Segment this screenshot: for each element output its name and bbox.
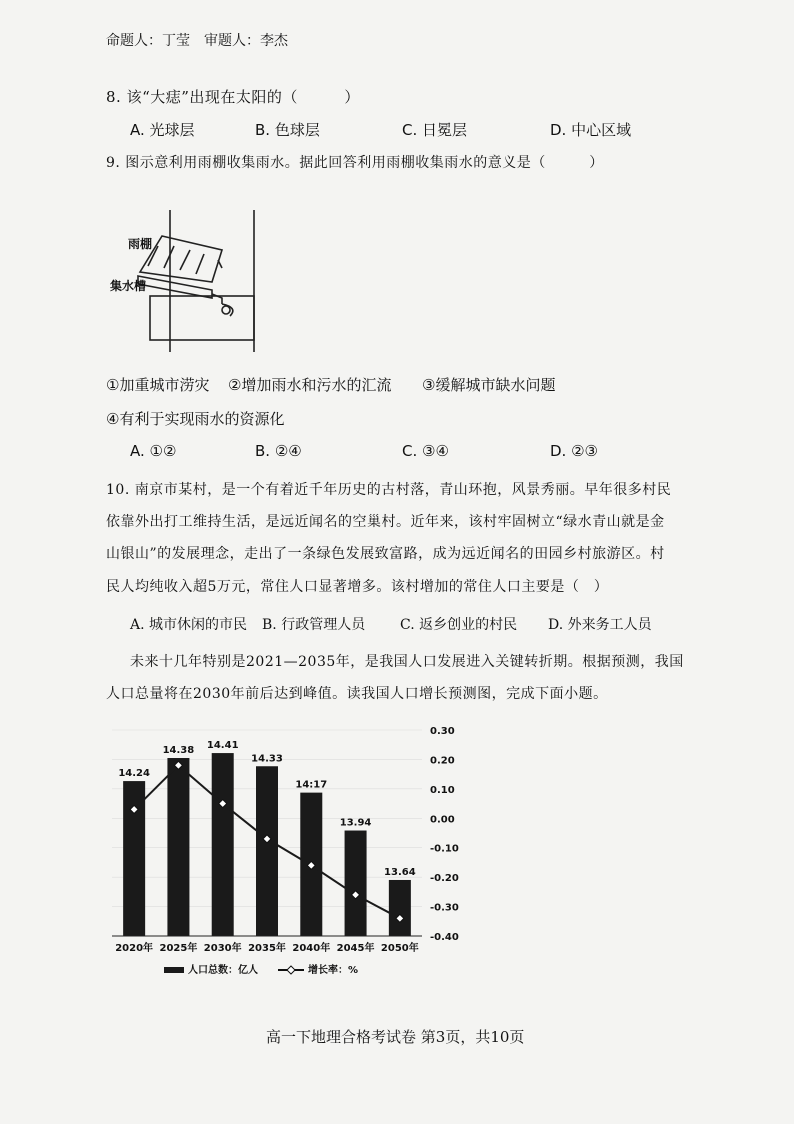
intro-line-2: 人口总量将在2030年前后达到峰值。读我国人口增长预测图，完成下面小题。 bbox=[106, 686, 608, 702]
canopy-label: 雨棚 bbox=[128, 237, 153, 251]
x-tick-label: 2050年 bbox=[380, 943, 419, 954]
page-footer: 高一下地理合格考试卷 第3页，共10页 bbox=[266, 1028, 525, 1046]
y2-tick-label: 0.30 bbox=[430, 726, 455, 737]
q10-line-4: 民人均纯收入超5万元，常住人口显著增多。该村增加的常住人口主要是（ ） bbox=[106, 579, 609, 595]
bar-value-label: 13.64 bbox=[384, 866, 416, 878]
population-bar bbox=[212, 753, 234, 936]
q10-option-c: C. 返乡创业的村民 bbox=[400, 617, 518, 633]
y2-tick-label: -0.20 bbox=[430, 873, 459, 885]
legend-bar-label: 人口总数：亿人 bbox=[188, 965, 258, 976]
q9-option-c: C. ③④ bbox=[402, 442, 449, 460]
bar-value-label: 14.38 bbox=[162, 745, 195, 757]
legend-line-marker bbox=[287, 966, 295, 974]
y2-tick-label: 0.20 bbox=[430, 755, 455, 767]
population-bar bbox=[123, 781, 145, 936]
bar-value-label: 14.33 bbox=[251, 753, 283, 765]
population-bar bbox=[167, 758, 189, 936]
q9-statement-3: ③缓解城市缺水问题 bbox=[422, 376, 556, 394]
q8-option-b: B. 色球层 bbox=[255, 121, 320, 139]
q9-statement-2: ②增加雨水和污水的汇流 bbox=[228, 376, 392, 394]
q10-line-3: 山银山”的发展理念，走出了一条绿色发展致富路，成为远近闻名的田园乡村旅游区。村 bbox=[106, 546, 665, 562]
q10-line-2: 依靠外出打工维持生活，是远近闻名的空巢村。近年来，该村牢固树立“绿水青山就是金 bbox=[106, 514, 665, 530]
population-forecast-chart bbox=[100, 718, 480, 988]
q10-option-d: D. 外来务工人员 bbox=[548, 617, 652, 633]
bar-value-label: 14:17 bbox=[295, 779, 328, 791]
tank-label: 集水槽 bbox=[110, 279, 147, 293]
x-tick-label: 2020年 bbox=[115, 943, 154, 954]
y2-tick-label: -0.40 bbox=[430, 932, 459, 943]
bar-value-label: 14.24 bbox=[118, 768, 150, 780]
legend-bar-swatch bbox=[164, 967, 184, 973]
bar-value-label: 13.94 bbox=[339, 817, 372, 829]
x-tick-label: 2035年 bbox=[248, 943, 286, 954]
q9-option-a: A. ①② bbox=[130, 442, 177, 460]
q9-option-b: B. ②④ bbox=[255, 442, 302, 460]
q8-option-a: A. 光球层 bbox=[130, 121, 195, 139]
population-bar bbox=[389, 880, 411, 936]
intro-line-1: 未来十几年特别是2021—2035年，是我国人口发展进入关键转折期。根据预测，我国 bbox=[130, 654, 684, 670]
population-bar bbox=[345, 831, 367, 936]
q9-statement-1: ①加重城市涝灾 bbox=[106, 376, 210, 394]
q9-option-d: D. ②③ bbox=[550, 442, 598, 460]
x-tick-label: 2030年 bbox=[203, 943, 242, 954]
q8-option-c: C. 日冕层 bbox=[402, 121, 468, 139]
q9-statement-4: ④有利于实现雨水的资源化 bbox=[106, 410, 285, 428]
x-tick-label: 2025年 bbox=[159, 943, 198, 954]
x-tick-label: 2040年 bbox=[292, 943, 331, 954]
exam-setter-line: 命题人：丁莹 审题人：李杰 bbox=[106, 33, 288, 49]
q10-option-a: A. 城市休闲的市民 bbox=[130, 617, 248, 633]
x-tick-label: 2045年 bbox=[336, 943, 375, 954]
q8-option-d: D. 中心区域 bbox=[550, 121, 632, 139]
y2-tick-label: -0.10 bbox=[430, 843, 459, 855]
q10-option-b: B. 行政管理人员 bbox=[262, 617, 366, 633]
q9-stem: 9. 图示意利用雨棚收集雨水。据此回答利用雨棚收集雨水的意义是（ ） bbox=[106, 155, 604, 171]
q8-stem: 8. 该“大痣”出现在太阳的（ ） bbox=[106, 88, 360, 106]
population-bar bbox=[256, 766, 278, 936]
q10-line-1: 10. 南京市某村，是一个有着近千年历史的古村落，青山环抱，风景秀丽。早年很多村民 bbox=[106, 482, 672, 498]
y2-tick-label: -0.30 bbox=[430, 902, 459, 914]
y2-tick-label: 0.00 bbox=[430, 814, 455, 826]
legend-line-label: 增长率：% bbox=[308, 965, 359, 976]
bar-value-label: 14.41 bbox=[206, 740, 239, 752]
y2-tick-label: 0.10 bbox=[430, 784, 455, 796]
